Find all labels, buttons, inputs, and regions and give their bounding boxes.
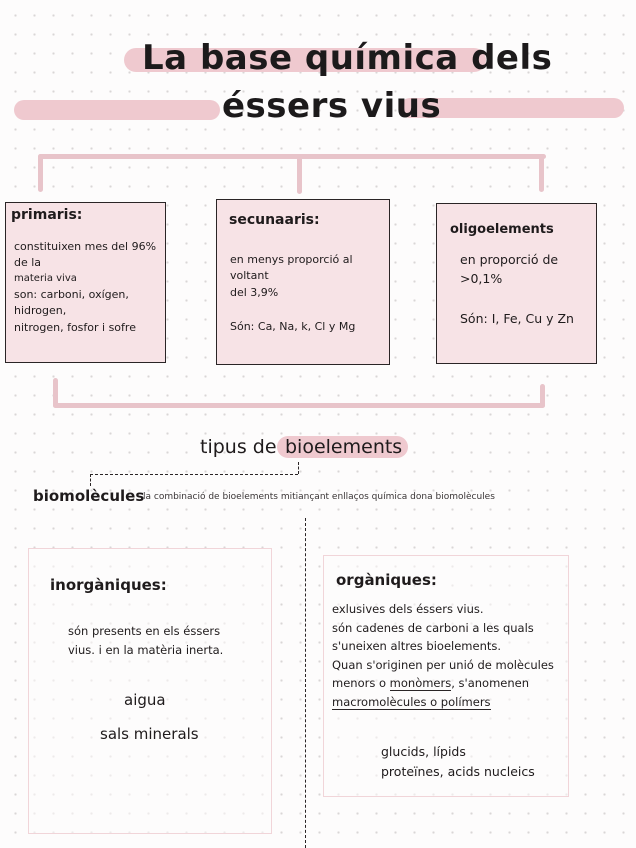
inorganiques-example: sals minerals	[100, 725, 199, 743]
box-secundaris-line: voltant	[230, 269, 269, 282]
box-secundaris-line: Són: Ca, Na, k, Cl y Mg	[230, 320, 356, 333]
box-secundaris-line: en menys proporció al	[230, 253, 353, 266]
box-oligoelements-title: oligoelements	[450, 222, 554, 237]
inorganiques-title: inorgàniques:	[50, 576, 167, 594]
box-secundaris	[216, 199, 390, 365]
box-primaris-line: de la	[14, 256, 42, 269]
top-bracket-horizontal	[38, 154, 546, 159]
dashed-connector-vertical	[298, 462, 299, 474]
title-highlight-2	[14, 100, 220, 120]
box-primaris-line: materia viva	[14, 273, 77, 284]
organiques-example: proteïnes, acids nucleics	[381, 764, 535, 779]
inorganiques-example: aigua	[124, 691, 166, 709]
tipus-prefix: tipus de	[200, 436, 277, 458]
page-title-line2: éssers vius	[222, 86, 442, 126]
box-primaris-title: primaris:	[11, 207, 83, 223]
box-primaris-line: constituixen mes del 96%	[14, 240, 157, 253]
biomolecules-description: la combinació de bioelements mitiançant enllaços química dona biomolècules	[143, 492, 495, 502]
macromolecules-underlined: macromolècules o polímers	[332, 695, 491, 709]
organiques-example: glucids, lípids	[381, 744, 466, 759]
tipus-highlight-word: bioelements	[285, 436, 403, 458]
organiques-line5-suffix: , s'anomenen	[451, 676, 529, 690]
box-secundaris-title: secunaaris:	[229, 212, 320, 228]
top-bracket-middle	[297, 154, 302, 194]
organiques-line-6	[332, 695, 491, 709]
dashed-connector-left-drop	[90, 474, 91, 486]
organiques-line: són cadenes de carboni a les quals	[332, 621, 534, 635]
inorganiques-line: són presents en els éssers	[68, 624, 221, 638]
box-primaris-line: hidrogen,	[14, 304, 67, 317]
monomers-underlined: monòmers	[389, 676, 452, 690]
organiques-line: s'uneixen altres bioelements.	[332, 639, 502, 653]
organiques-line-5	[332, 676, 529, 690]
organiques-line: Quan s'originen per unió de molècules	[332, 658, 554, 672]
top-bracket-left	[38, 154, 43, 192]
biomolecules-label: biomolècules	[33, 487, 145, 505]
box-primaris-line: nitrogen, fosfor i sofre	[14, 321, 136, 334]
organiques-title: orgàniques:	[336, 571, 437, 589]
inorganiques-line: vius. i en la matèria inerta.	[68, 643, 224, 657]
page-title-line1: La base química dels	[142, 38, 553, 78]
box-primaris-line: son: carboni, oxígen,	[14, 288, 129, 301]
dashed-connector-horizontal	[90, 474, 298, 475]
box-oligoelements-line: en proporció de	[460, 252, 559, 267]
box-oligoelements	[436, 203, 597, 364]
box-secundaris-line: del 3,9%	[230, 286, 279, 299]
bottom-bracket-horizontal	[53, 403, 545, 408]
box-oligoelements-line: Són: I, Fe, Cu y Zn	[460, 311, 574, 326]
dashed-divider-vertical	[305, 518, 306, 848]
box-primaris	[5, 202, 166, 363]
top-bracket-right	[539, 154, 544, 192]
organiques-line5-prefix: menors o	[332, 676, 390, 690]
box-oligoelements-line: >0,1%	[460, 271, 503, 286]
organiques-line: exlusives dels éssers vius.	[332, 602, 484, 616]
